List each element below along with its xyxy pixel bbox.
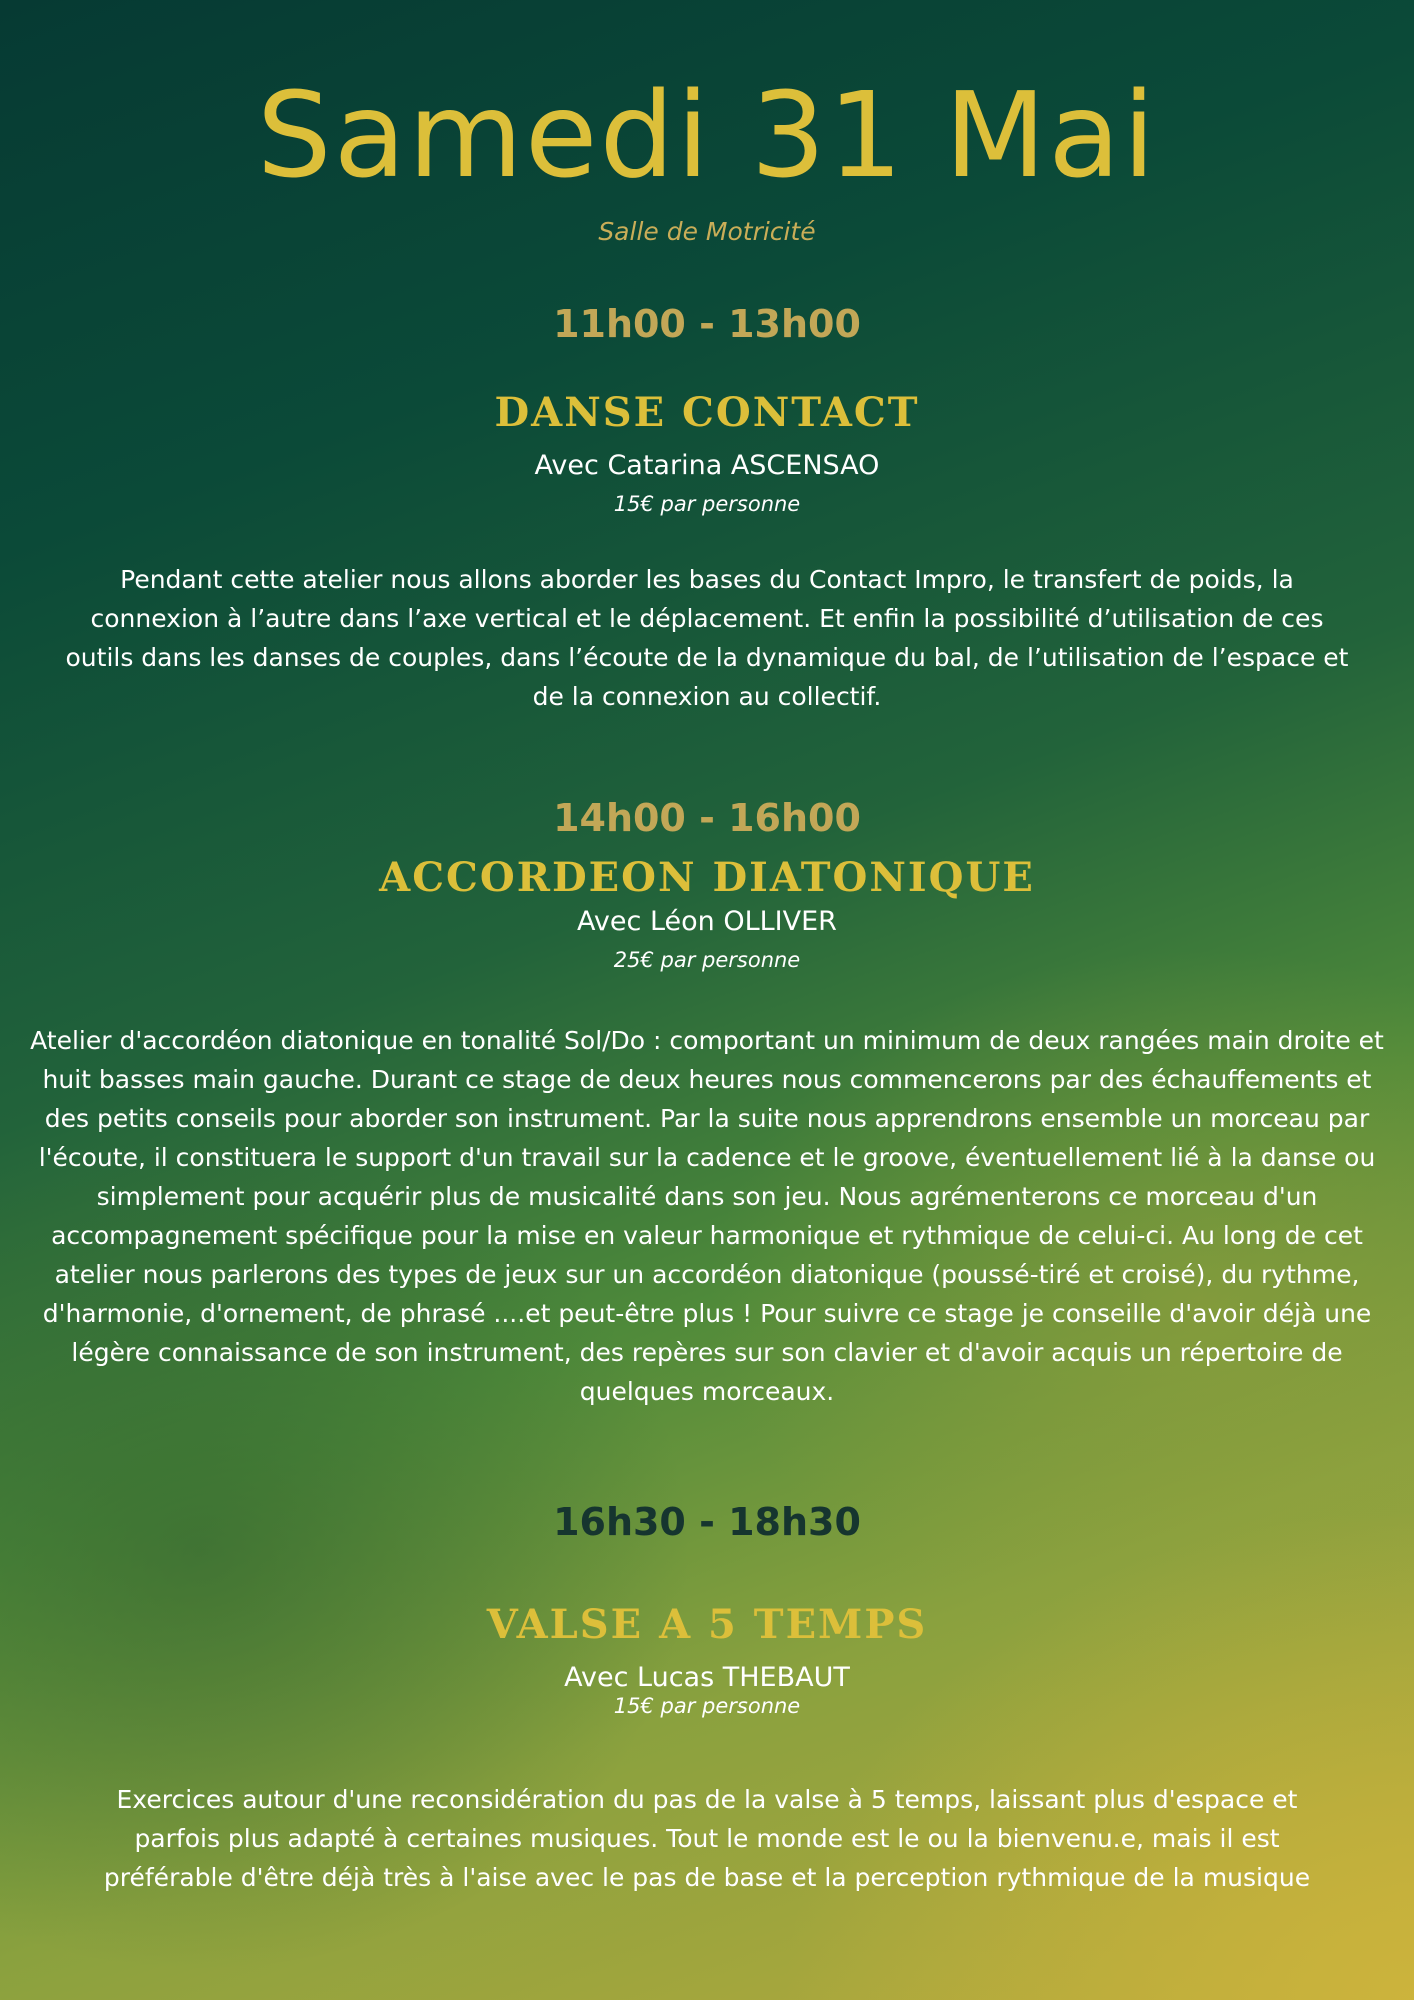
workshop-teacher: Avec Léon OLLIVER [577, 906, 837, 937]
workshop-title: DANSE CONTACT [494, 389, 920, 436]
workshop-price: 15€ par personne [613, 492, 801, 516]
workshop-title: VALSE A 5 TEMPS [486, 1601, 928, 1648]
workshop-description: Pendant cette atelier nous allons aborder les bases du Contact Impro, le transfert de poids, la connexion à l’autre dans l’axe vertical et le déplacement. Et enfin la possibilité d’utilisation de ces outils dans les danses de couples, dans l’écoute de la dynamique du bal, de l’utilisation de l’espace et de la connexion au collectif. [65, 565, 1349, 711]
venue-label: Salle de Motricité [598, 217, 816, 246]
workshop-time: 14h00 - 16h00 [553, 796, 861, 840]
workshop-teacher: Avec Catarina ASCENSAO [534, 450, 880, 481]
workshop-price: 25€ par personne [613, 948, 801, 972]
page-title: Samedi 31 Mai [256, 66, 1158, 204]
workshop-time: 16h30 - 18h30 [553, 1500, 861, 1544]
workshop-teacher: Avec Lucas THEBAUT [564, 1662, 850, 1693]
workshop-description: Atelier d'accordéon diatonique en tonalité Sol/Do : comportant un minimum de deux rangées main droite et huit basses main gauche. Durant ce stage de deux heures nous commencerons par des échauffements et des petits conseils pour aborder son instrument. Par la suite nous apprendrons ensemble un morceau par l'écoute, il constituera le support d'un travail sur la cadence et le groove, éventuellement lié à la danse ou simplement pour acquérir plus de musicalité dans son jeu. Nous agrémenterons ce morceau d'un accompagnement spécifique pour la mise en valeur harmonique et rythmique de celui-ci. Au long de cet atelier nous parlerons des types de jeux sur un accordéon diatonique (poussé-tiré et croisé), du rythme, d'harmonie, d'ornement, de phrasé ....et peut-être plus ! Pour suivre ce stage je conseille d'avoir déjà une légère connaissance de son instrument, des repères sur son clavier et d'avoir acquis un répertoire de quelques morceaux. [30, 1026, 1384, 1406]
workshop-time: 11h00 - 13h00 [553, 302, 861, 346]
workshop-title: ACCORDEON DIATONIQUE [379, 854, 1035, 901]
workshop-price: 15€ par personne [613, 1694, 801, 1718]
workshop-description: Exercices autour d'une reconsidération du pas de la valse à 5 temps, laissant plus d'espace et parfois plus adapté à certaines musiques. Tout le monde est le ou la bienvenu.e, mais il est préférable d'être déjà très à l'aise avec le pas de base et la perception rythmique de la musique [103, 1785, 1311, 1892]
